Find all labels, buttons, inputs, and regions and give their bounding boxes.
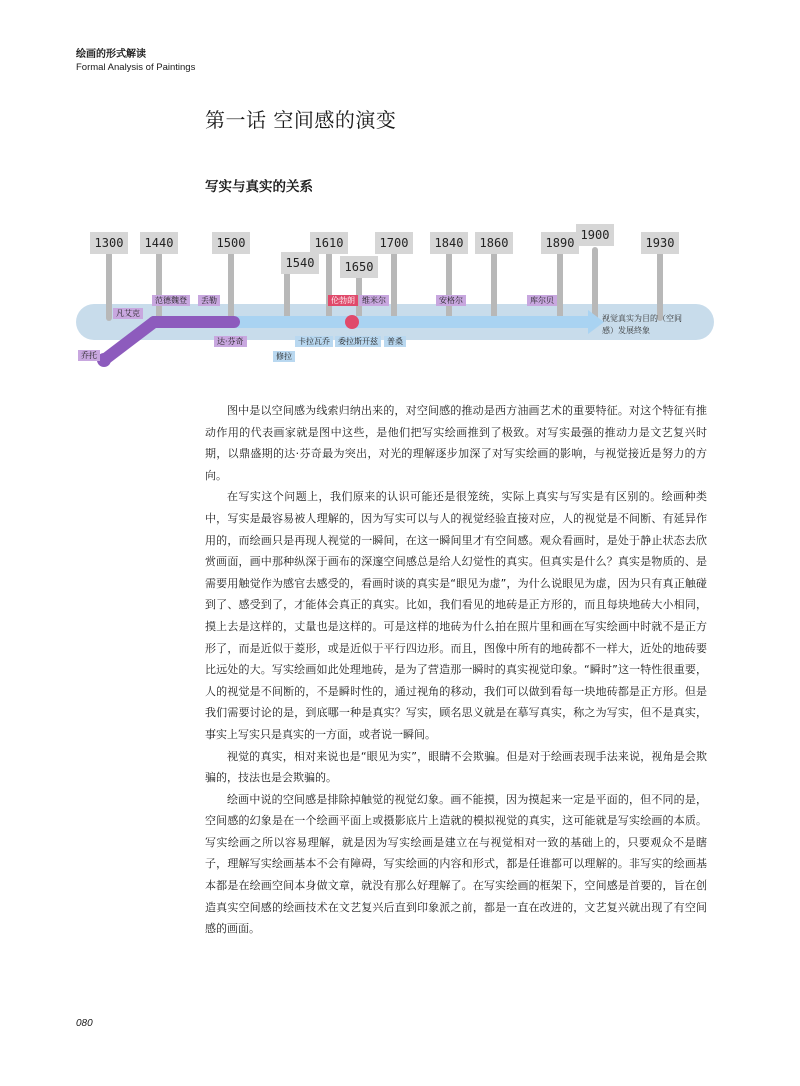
- book-title-en: Formal Analysis of Paintings: [76, 62, 196, 73]
- painter-label: 普桑: [384, 336, 406, 347]
- painter-label: 安格尔: [436, 295, 466, 306]
- painter-label: 修拉: [273, 351, 295, 362]
- year-label: 1900: [576, 224, 614, 246]
- timeline-arrow-shaft: [236, 316, 591, 328]
- running-head: [76, 48, 195, 74]
- book-title-zh: 绘画的形式解读: [76, 49, 146, 60]
- paragraph: 在写实这个问题上，我们原来的认识可能还是很笼统，实际上真实与写实是有区别的。绘画种类中，写实是最容易被人理解的，因为写实可以与人的视觉经验直接对应，人的视觉是不间断、有延异作用的，而绘画只是再现人视觉的一瞬间，在这一瞬间里才有空间感。观众看画时，是处于静止状态去欣赏画面，画中那种纵深于画布的深邃空间感总是给人幻觉性的真实。但真实是什么？真实是物质的、是需要用触觉作为感官去感受的，看画时谈的真实是“眼见为虚”，为什么说眼见为虚，因为只有真正触碰到了、感受到了，才能体会真正的真实。比如，我们看见的地砖是正方形的，而且每块地砖大小相同，摸上去是这样的，丈量也是这样的。可是这样的地砖为什么拍在照片里和画在写实绘画中时就不是正方形了，而是近似于菱形，或是近似于平行四边形。而且，图像中所有的地砖都不一样大，近处的地砖要比远处的大。写实绘画如此处理地砖，是为了营造那一瞬时的真实视觉印象。“瞬时”这一特性很重要，人的视觉是不间断的，不是瞬时性的，通过视角的移动，我们可以做到看每一块地砖都是正方形。但是我们需要讨论的是，到底哪一种是真实？写实，顾名思义就是在摹写真实，称之为写实，但不是真实，事实上写实只是真实的一方面，或者说一瞬间。: [205, 490, 707, 741]
- year-label: 1540: [281, 252, 319, 274]
- year-label: 1650: [340, 256, 378, 278]
- painter-label: 库尔贝: [527, 295, 557, 306]
- timeline-highlight-dot: [345, 315, 359, 329]
- painter-label: 范德魏登: [152, 295, 190, 306]
- painter-label: 卡拉瓦乔: [295, 336, 333, 347]
- timeline-end-text: 视觉真实为目的（空间感）发展終象: [602, 314, 682, 335]
- chapter-title: 第一话 空间感的演变: [205, 108, 397, 132]
- year-label: 1840: [430, 232, 468, 254]
- painter-label: 维米尔: [359, 295, 389, 306]
- painter-label: 凡艾克: [113, 308, 143, 319]
- painter-label: 乔托: [78, 350, 100, 361]
- year-label: 1700: [375, 232, 413, 254]
- year-label: 1890: [541, 232, 579, 254]
- year-label: 1500: [212, 232, 250, 254]
- painter-label: 丢勒: [198, 295, 220, 306]
- year-label: 1930: [641, 232, 679, 254]
- timeline-diagram: [76, 222, 716, 387]
- paragraph: 图中是以空间感为线索归纳出来的，对空间感的推动是西方油画艺术的重要特征。对这个特征有推动作用的代表画家就是图中这些，是他们把写实绘画推到了极致。对写实最强的推动力是文艺复兴时期，以鼎盛期的达·芬奇最为突出，对光的理解逐步加深了对写实绘画的影响，与视觉接近是努力的方向。: [205, 404, 707, 482]
- painter-label: 达·芬奇: [214, 336, 247, 347]
- year-label: 1440: [140, 232, 178, 254]
- body-text: [205, 400, 707, 940]
- section-title: 写实与真实的关系: [205, 179, 313, 195]
- painter-label: 伦勃朗: [328, 295, 358, 306]
- paragraph: 视觉的真实，相对来说也是“眼见为实”，眼睛不会欺骗。但是对于绘画表现手法来说，视角是会欺骗的，技法也是会欺骗的。: [205, 749, 707, 785]
- year-label: 1300: [90, 232, 128, 254]
- page-number: 080: [76, 1018, 93, 1029]
- year-label: 1860: [475, 232, 513, 254]
- painter-label: 委拉斯开兹: [335, 336, 381, 347]
- year-label: 1610: [310, 232, 348, 254]
- paragraph: 绘画中说的空间感是排除掉触觉的视觉幻象。画不能摸，因为摸起来一定是平面的，但不同的是，空间感的幻象是在一个绘画平面上或摄影底片上造就的模拟视觉的真实，这可能就是写实绘画的本质。写实绘画之所以容易理解，就是因为写实绘画是建立在与视觉相对一致的基础上的，只要观众不是瞎子，理解写实绘画基本不会有障碍，写实绘画的内容和形式，都是任谁都可以理解的。非写实的绘画基本都是在绘画空间本身做文章，就没有那么好理解了。在写实绘画的框架下，空间感是首要的，旨在创造真实空间感的绘画技术在文艺复兴后直到印象派之前，都是一直在改进的，文艺复兴就出现了有空间感的画面。: [205, 792, 707, 936]
